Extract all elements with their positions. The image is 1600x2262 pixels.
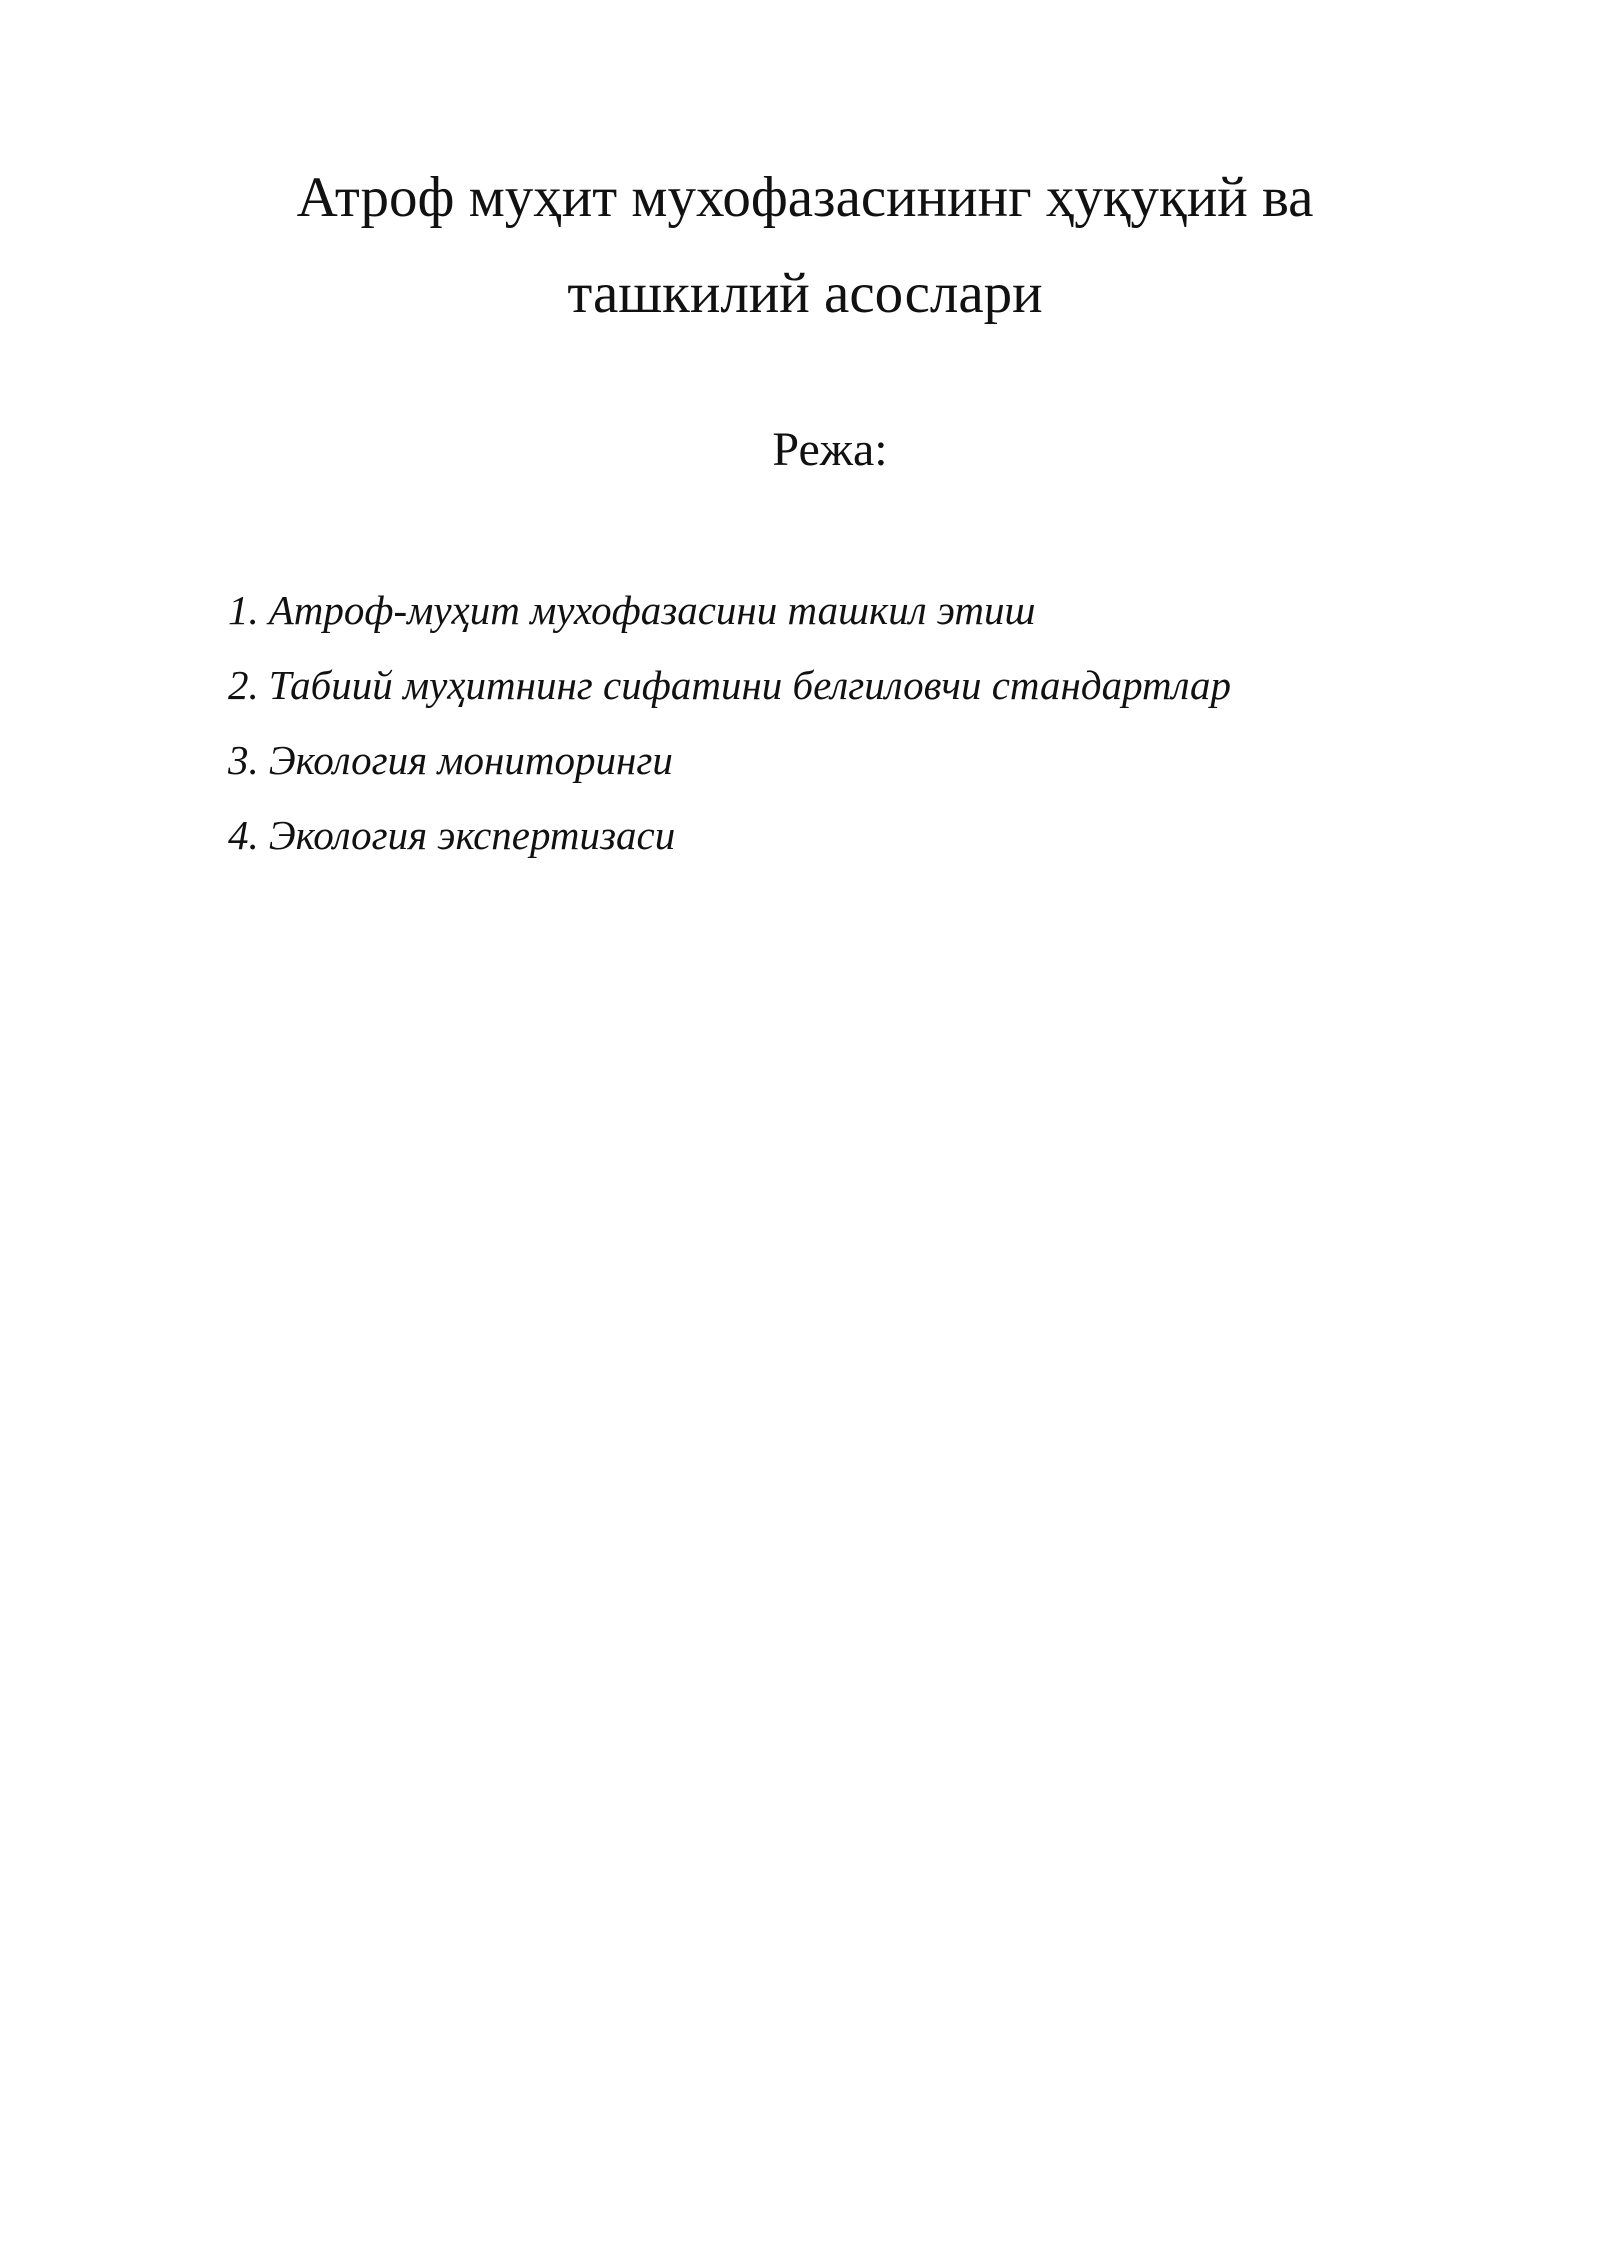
plan-item-number: 1. bbox=[228, 587, 259, 633]
plan-item-number: 2. bbox=[228, 662, 259, 708]
plan-item-text: Экология экспертизаси bbox=[268, 812, 676, 858]
plan-item-text: Табиий муҳитнинг сифатини белгиловчи стандартлар bbox=[268, 662, 1232, 708]
plan-list bbox=[228, 585, 1231, 885]
plan-item bbox=[228, 810, 1231, 860]
plan-item-text: Атроф-муҳит мухофазасини ташкил этиш bbox=[268, 587, 1036, 633]
document-title bbox=[230, 150, 1380, 342]
title-line-1: Атроф муҳит мухофазасининг ҳуқуқий ва bbox=[296, 166, 1314, 229]
plan-item bbox=[228, 660, 1231, 710]
plan-item bbox=[228, 735, 1231, 785]
plan-heading: Режа: bbox=[772, 423, 888, 476]
plan-item-number: 4. bbox=[228, 812, 259, 858]
plan-item-number: 3. bbox=[228, 737, 259, 783]
plan-item bbox=[228, 585, 1231, 635]
plan-item-text: Экология мониторинги bbox=[268, 737, 673, 783]
title-line-2: ташкилий асослари bbox=[567, 262, 1043, 325]
